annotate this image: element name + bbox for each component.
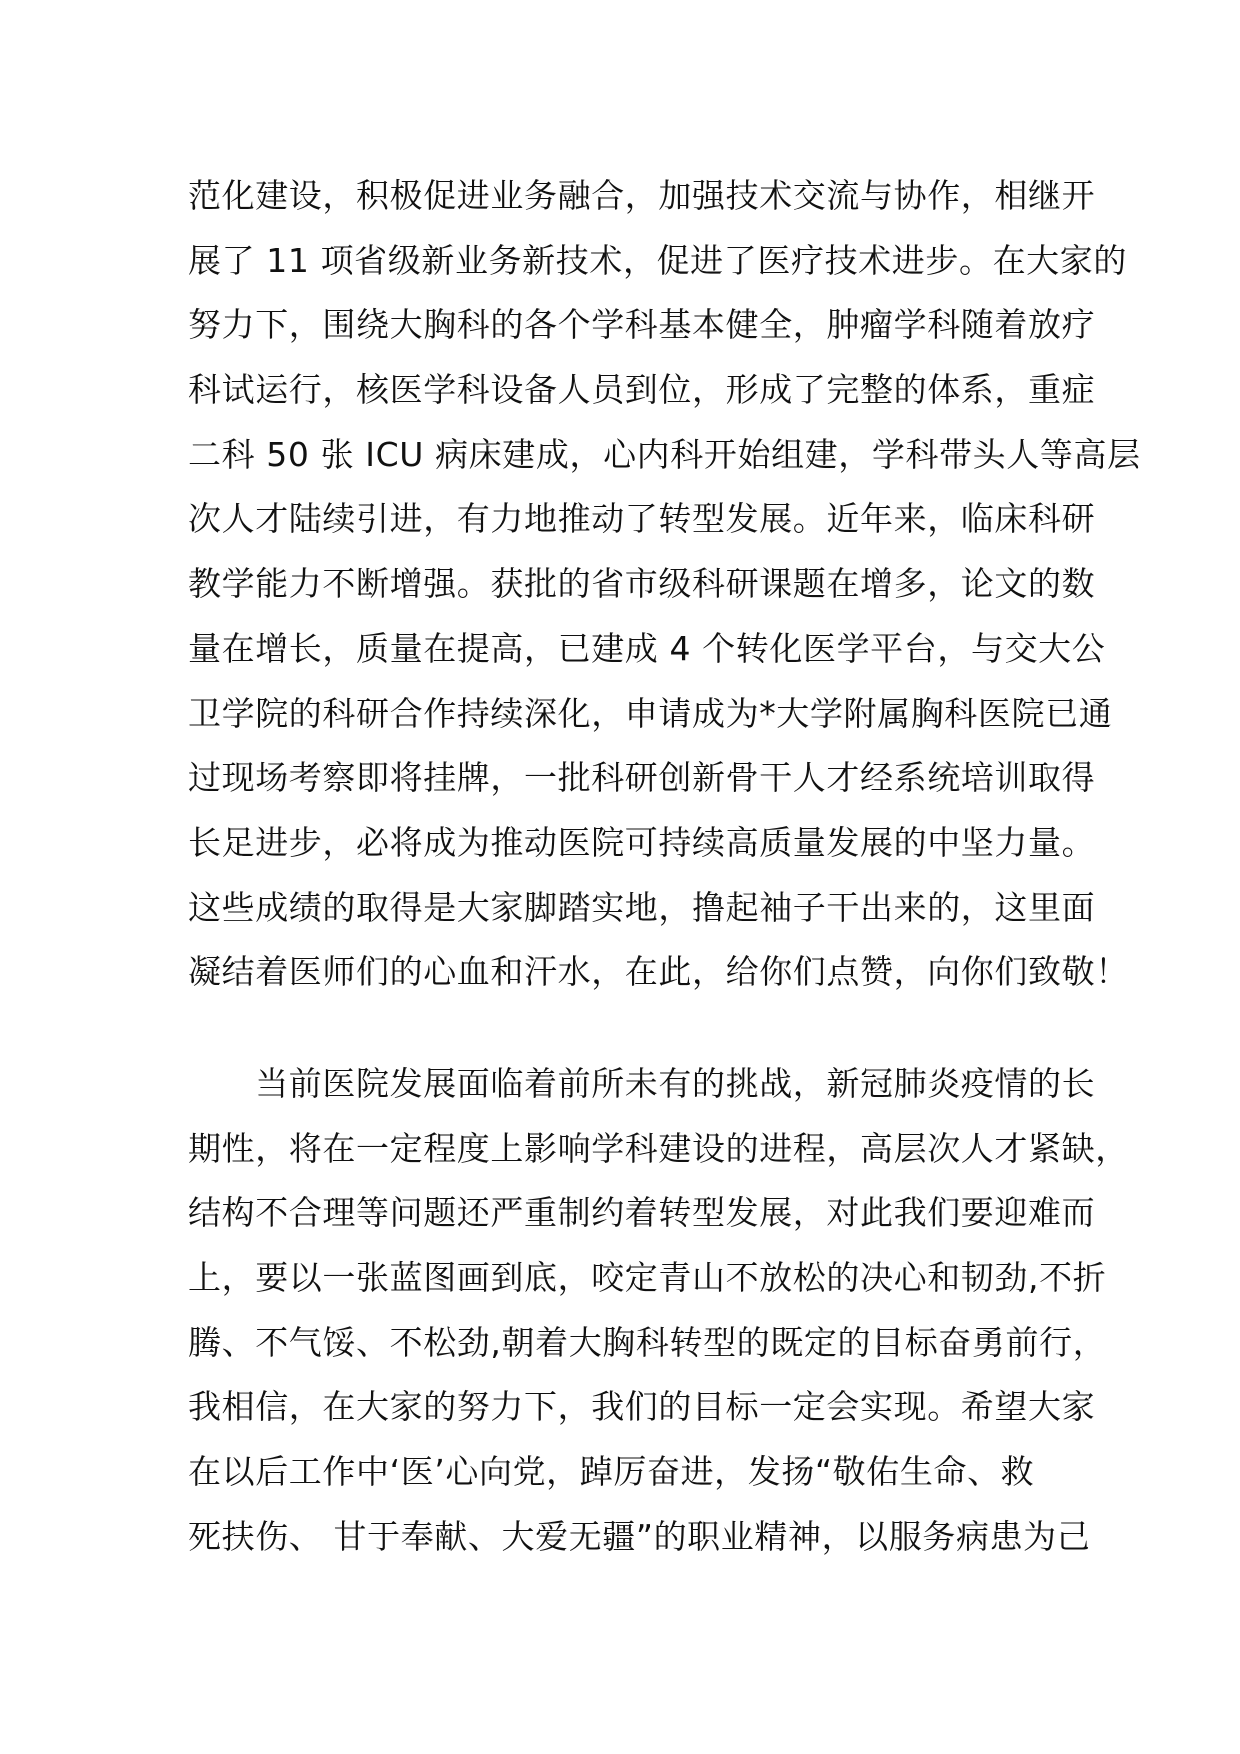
paragraph-line: 长足进步，必将成为推动医院可持续高质量发展的中坚力量。 (188, 822, 1096, 862)
paragraph-line: 凝结着医师们的心血和汗水，在此，给你们点赞，向你们致敬！ (188, 952, 1129, 992)
paragraph-line: 展了 11 项省级新业务新技术，促进了医疗技术进步。在大家的 (188, 240, 1127, 280)
paragraph-line: 这些成绩的取得是大家脚踏实地，撸起袖子干出来的，这里面 (188, 887, 1096, 927)
paragraph-line: 期性，将在一定程度上影响学科建设的进程，高层次人才紧缺， (188, 1128, 1129, 1168)
paragraph-2 (188, 1052, 1129, 1570)
paragraph-line: 当前医院发展面临着前所未有的挑战，新冠肺炎疫情的长 (188, 1064, 1096, 1103)
paragraph-line: 死扶伤、 甘于奉献、大爱无疆”的职业精神，以服务病患为己 (188, 1516, 1091, 1556)
paragraph-line: 卫学院的科研合作持续深化，申请成为*大学附属胸科医院已通 (188, 693, 1113, 733)
paragraph-line: 结构不合理等问题还严重制约着转型发展，对此我们要迎难而 (188, 1193, 1096, 1233)
paragraph-line: 我相信，在大家的努力下，我们的目标一定会实现。希望大家 (188, 1387, 1096, 1427)
paragraph-line: 过现场考察即将挂牌，一批科研创新骨干人才经系统培训取得 (188, 758, 1096, 798)
paragraph-line: 在以后工作中‘医’心向党，踔厉奋进，发扬“敬佑生命、救 (188, 1452, 1035, 1492)
paragraph-line: 努力下，围绕大胸科的各个学科基本健全，肿瘤学科随着放疗 (188, 305, 1096, 345)
paragraph-line: 次人才陆续引进，有力地推动了转型发展。近年来，临床科研 (188, 499, 1096, 539)
paragraph-line: 范化建设，积极促进业务融合，加强技术交流与协作，相继开 (188, 176, 1096, 215)
paragraph-line: 科试运行，核医学科设备人员到位，形成了完整的体系，重症 (188, 370, 1096, 410)
paragraph-line: 二科 50 张 ICU 病床建成，心内科开始组建，学科带头人等高层 (188, 434, 1141, 474)
paragraph-line: 上，要以一张蓝图画到底，咬定青山不放松的决心和韧劲,不折 (188, 1258, 1107, 1298)
paragraph-1 (188, 164, 1141, 1005)
paragraph-line: 量在增长，质量在提高，已建成 4 个转化医学平台，与交大公 (188, 628, 1106, 668)
paragraph-line: 腾、不气馁、不松劲,朝着大胸科转型的既定的目标奋勇前行， (188, 1322, 1107, 1362)
paragraph-line: 教学能力不断增强。获批的省市级科研课题在增多，论文的数 (188, 564, 1096, 604)
